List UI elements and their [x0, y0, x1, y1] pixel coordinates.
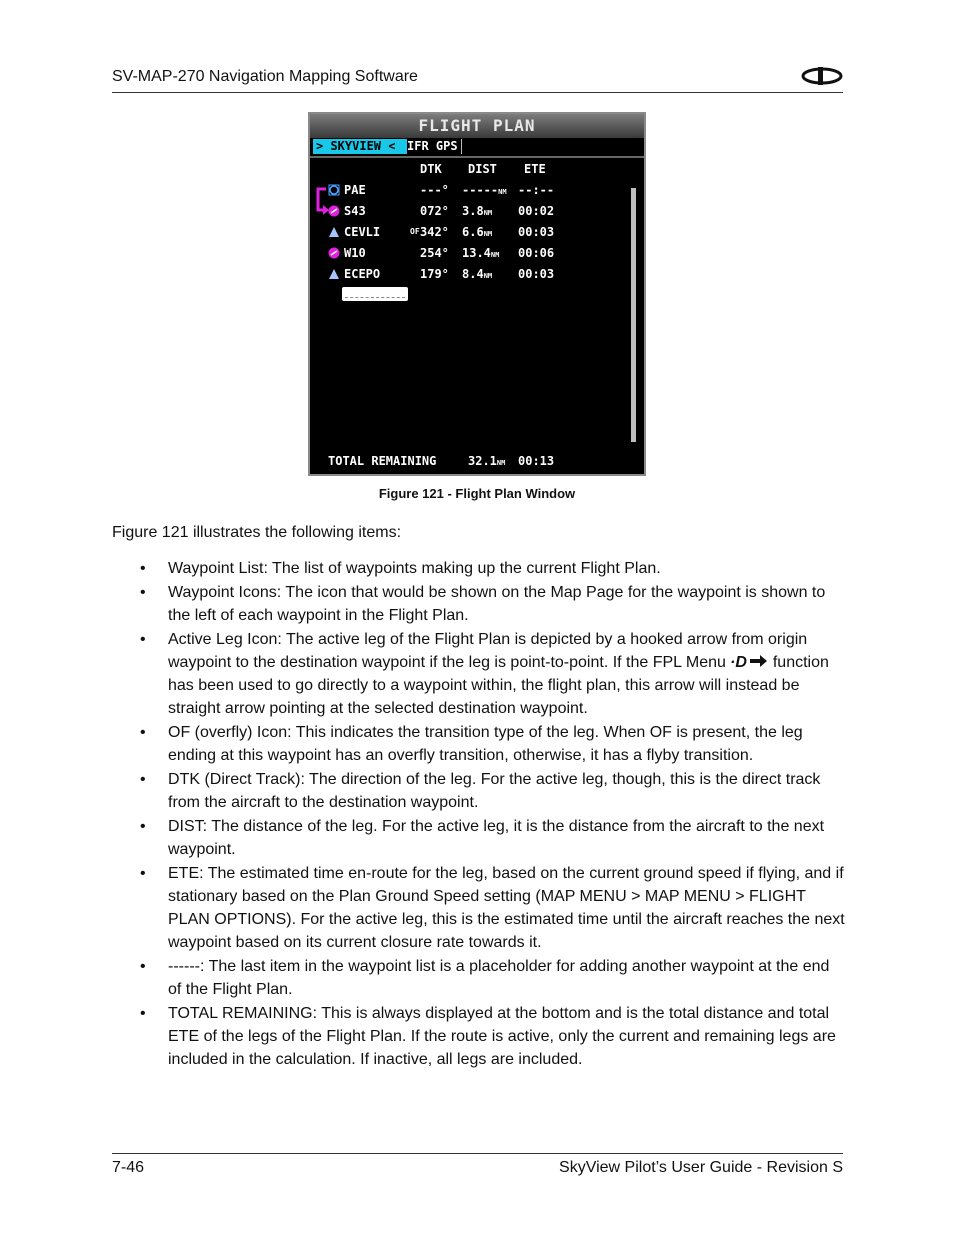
intro-text: Figure 121 illustrates the following items: [112, 524, 402, 541]
list-item: • DIST: The distance of the leg. For the active leg, it is the distance from the aircraft to the next waypoint. [140, 818, 825, 858]
list-item: • Waypoint List: The list of waypoints making up the current Flight Plan. [140, 560, 661, 577]
dynon-logo-icon [801, 66, 843, 91]
screen-title: FLIGHT PLAN [310, 114, 644, 138]
waypoint-dtk: ---° [420, 183, 449, 197]
header-title: SV-MAP-270 Navigation Mapping Software [112, 68, 418, 85]
list-item: • TOTAL REMAINING: This is always displayed at the bottom and is the total distance and total ETE of the legs of the Flight Plan. If the route is active, only the current and remaining legs are included in the calculation. If inactive, all legs are included. [140, 1005, 836, 1068]
waypoint-row[interactable] [310, 225, 644, 245]
list-item: • ETE: The estimated time en-route for the leg, based on the current ground speed if flying, and if stationary based on the Plan Ground Speed setting (MAP MENU > MAP MENU > FLIGHT PLAN OPTIONS). For the active leg, this is the estimated time until the aircraft reaches the next waypoint based on its current closure rate towards it. [140, 865, 845, 951]
list-item: • DTK (Direct Track): The direction of the leg. For the active leg, though, this is the direct track from the aircraft to the destination waypoint. [140, 771, 821, 811]
waypoint-ete: 00:03 [518, 267, 555, 281]
guide-title: SkyView Pilot’s User Guide - Revision S [559, 1159, 843, 1176]
page-header [112, 66, 843, 93]
item-list [112, 557, 847, 1072]
total-ete: 00:13 [518, 454, 555, 468]
waypoint-row[interactable] [310, 246, 644, 266]
waypoint-name: CEVLI [344, 225, 381, 239]
waypoint-ete: 00:02 [518, 204, 555, 218]
add-waypoint-placeholder[interactable] [342, 287, 408, 301]
overfly-indicator: OF [410, 227, 420, 236]
waypoint-name: W10 [344, 246, 366, 260]
waypoint-name: ECEPO [344, 267, 381, 281]
page-footer [112, 1153, 843, 1182]
waypoint-dtk: 342° [420, 225, 449, 239]
waypoint-row[interactable] [310, 267, 644, 287]
tab-ifr-gps[interactable]: IFR GPS [404, 139, 462, 154]
waypoint-ete: 00:03 [518, 225, 555, 239]
list-item: • Active Leg Icon: The active leg of the Flight Plan is depicted by a hooked arrow from origin waypoint to the destination waypoint if the leg is point-to-point. If the FPL Menu ·D function has been used to go directly to a waypoint within, the flight plan, this arrow will instead be straight arrow pointing at the selected destination waypoint. [140, 631, 829, 717]
list-item: • OF (overfly) Icon: This indicates the transition type of the leg. When OF is present, the leg ending at this waypoint has an overfly transition, otherwise, it has a flyby transition. [140, 724, 803, 764]
flight-plan-screenshot [308, 112, 646, 476]
airport-icon [328, 184, 340, 199]
waypoint-dtk: 254° [420, 246, 449, 260]
page-number: 7-46 [112, 1159, 145, 1176]
scrollbar[interactable] [631, 188, 636, 442]
waypoint-dist: -----NM [462, 183, 507, 197]
col-ete: ETE [524, 162, 546, 176]
vor-icon [328, 247, 340, 262]
waypoint-dist: 6.6NM [462, 225, 493, 239]
svg-text:·D: ·D [730, 654, 748, 669]
waypoint-row[interactable] [310, 183, 644, 203]
figure-caption: Figure 121 - Flight Plan Window [378, 486, 576, 501]
col-dtk: DTK [420, 162, 442, 176]
waypoint-dist: 8.4NM [462, 267, 493, 281]
waypoint-dtk: 179° [420, 267, 449, 281]
tab-skyview[interactable]: > SKYVIEW < [313, 139, 407, 154]
total-label: TOTAL REMAINING [328, 454, 437, 468]
waypoint-ete: --:-- [518, 183, 555, 197]
triangle-icon [328, 268, 340, 283]
direct-to-icon [730, 653, 768, 669]
waypoint-dtk: 072° [420, 204, 449, 218]
waypoint-row[interactable] [310, 204, 644, 224]
waypoint-ete: 00:06 [518, 246, 555, 260]
triangle-icon [328, 226, 340, 241]
waypoint-dist: 3.8NM [462, 204, 493, 218]
list-item: • Waypoint Icons: The icon that would be shown on the Map Page for the waypoint is shown to the left of each waypoint in the Flight Plan. [140, 584, 826, 624]
vor-icon [328, 205, 340, 220]
waypoint-name: PAE [344, 183, 366, 197]
waypoint-name: S43 [344, 204, 366, 218]
tab-bar [310, 138, 644, 158]
list-item: • ------: The last item in the waypoint list is a placeholder for adding another waypoint at the end of the Flight Plan. [140, 958, 830, 998]
total-dist: 32.1NM [468, 454, 506, 468]
col-dist: DIST [468, 162, 497, 176]
waypoint-dist: 13.4NM [462, 246, 500, 260]
